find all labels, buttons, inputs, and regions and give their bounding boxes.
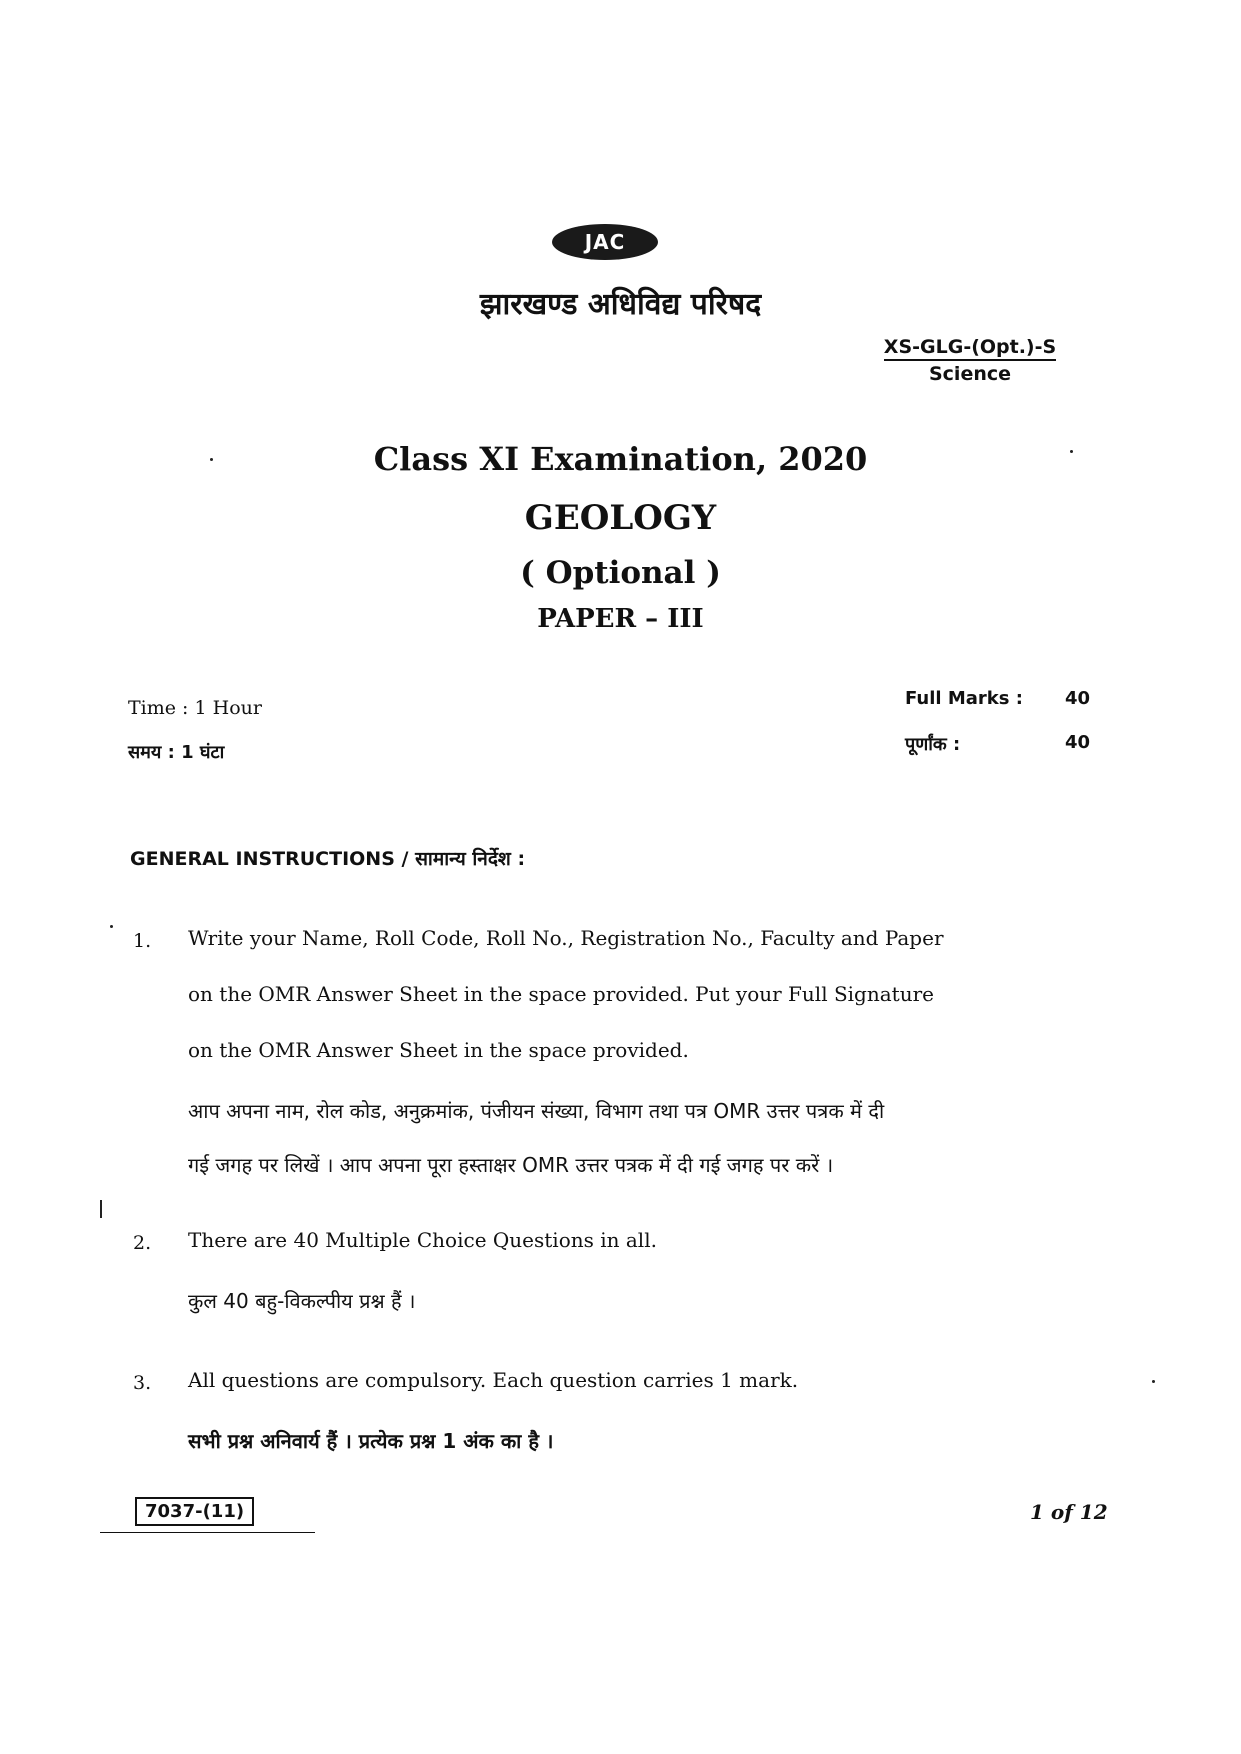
- instruction-1-en-line-1: Write your Name, Roll Code, Roll No., Registration No., Faculty and Paper: [188, 926, 944, 950]
- full-marks-label: Full Marks :: [905, 688, 1023, 709]
- stream-label: Science: [928, 363, 1012, 385]
- scan-speck: [1152, 1380, 1155, 1383]
- jac-logo: [552, 224, 658, 260]
- instructions-heading: GENERAL INSTRUCTIONS / सामान्य निर्देश :: [130, 848, 526, 870]
- scan-speck: [110, 925, 113, 928]
- instruction-1-en-line-2: on the OMR Answer Sheet in the space provided. Put your Full Signature: [188, 982, 934, 1006]
- instruction-1-hi-line-1: आप अपना नाम, रोल कोड, अनुक्रमांक, पंजीयन संख्या, विभाग तथा पत्र OMR उत्तर पत्रक में दी: [188, 1099, 885, 1123]
- booklet-code: 7037-(11): [135, 1497, 254, 1526]
- board-name: झारखण्ड अधिविद्य परिषद: [479, 287, 762, 322]
- instruction-3-number: 3.: [133, 1372, 152, 1394]
- full-marks-label-hindi: पूर्णांक :: [905, 734, 961, 755]
- instruction-2-number: 2.: [133, 1232, 152, 1254]
- instruction-3-en-line-1: All questions are compulsory. Each question carries 1 mark.: [188, 1368, 799, 1392]
- paper-code: XS-GLG-(Opt.)-S: [884, 336, 1056, 361]
- full-marks-value-hindi: 40: [1065, 732, 1091, 753]
- instruction-3: [188, 1352, 1108, 1468]
- instruction-2-en-line-1: There are 40 Multiple Choice Questions in all.: [188, 1228, 657, 1252]
- exam-title: Class XI Examination, 2020: [373, 440, 868, 478]
- instruction-3-hi-line-1: सभी प्रश्न अनिवार्य हैं । प्रत्येक प्रश्न 1 अंक का है ।: [188, 1429, 554, 1453]
- instruction-1-hi-line-2: गई जगह पर लिखें । आप अपना पूरा हस्ताक्षर OMR उत्तर पत्रक में दी गई जगह पर करें ।: [188, 1153, 834, 1177]
- time-hindi: समय : 1 घंटा: [128, 742, 225, 763]
- scan-speck: [210, 458, 213, 461]
- time-english: Time : 1 Hour: [128, 697, 262, 719]
- paper-label: PAPER – III: [537, 604, 704, 634]
- subject-title: GEOLOGY: [524, 498, 717, 538]
- footer-rule: [100, 1532, 315, 1533]
- optional-label: ( Optional ): [520, 555, 721, 591]
- instruction-1-number: 1.: [133, 930, 152, 952]
- instruction-2: [188, 1212, 1108, 1328]
- instruction-1: [188, 910, 1108, 1192]
- instruction-2-hi-line-1: कुल 40 बहु-विकल्पीय प्रश्न हैं ।: [188, 1289, 416, 1313]
- instruction-1-en-line-3: on the OMR Answer Sheet in the space provided.: [188, 1038, 689, 1062]
- page-indicator: 1 of 12: [1030, 1500, 1108, 1524]
- scan-speck: [1070, 450, 1073, 453]
- paper-code-block: [860, 336, 1080, 385]
- full-marks-value: 40: [1065, 688, 1091, 709]
- scan-mark: [100, 1200, 102, 1218]
- jac-logo-text: JAC: [584, 230, 626, 254]
